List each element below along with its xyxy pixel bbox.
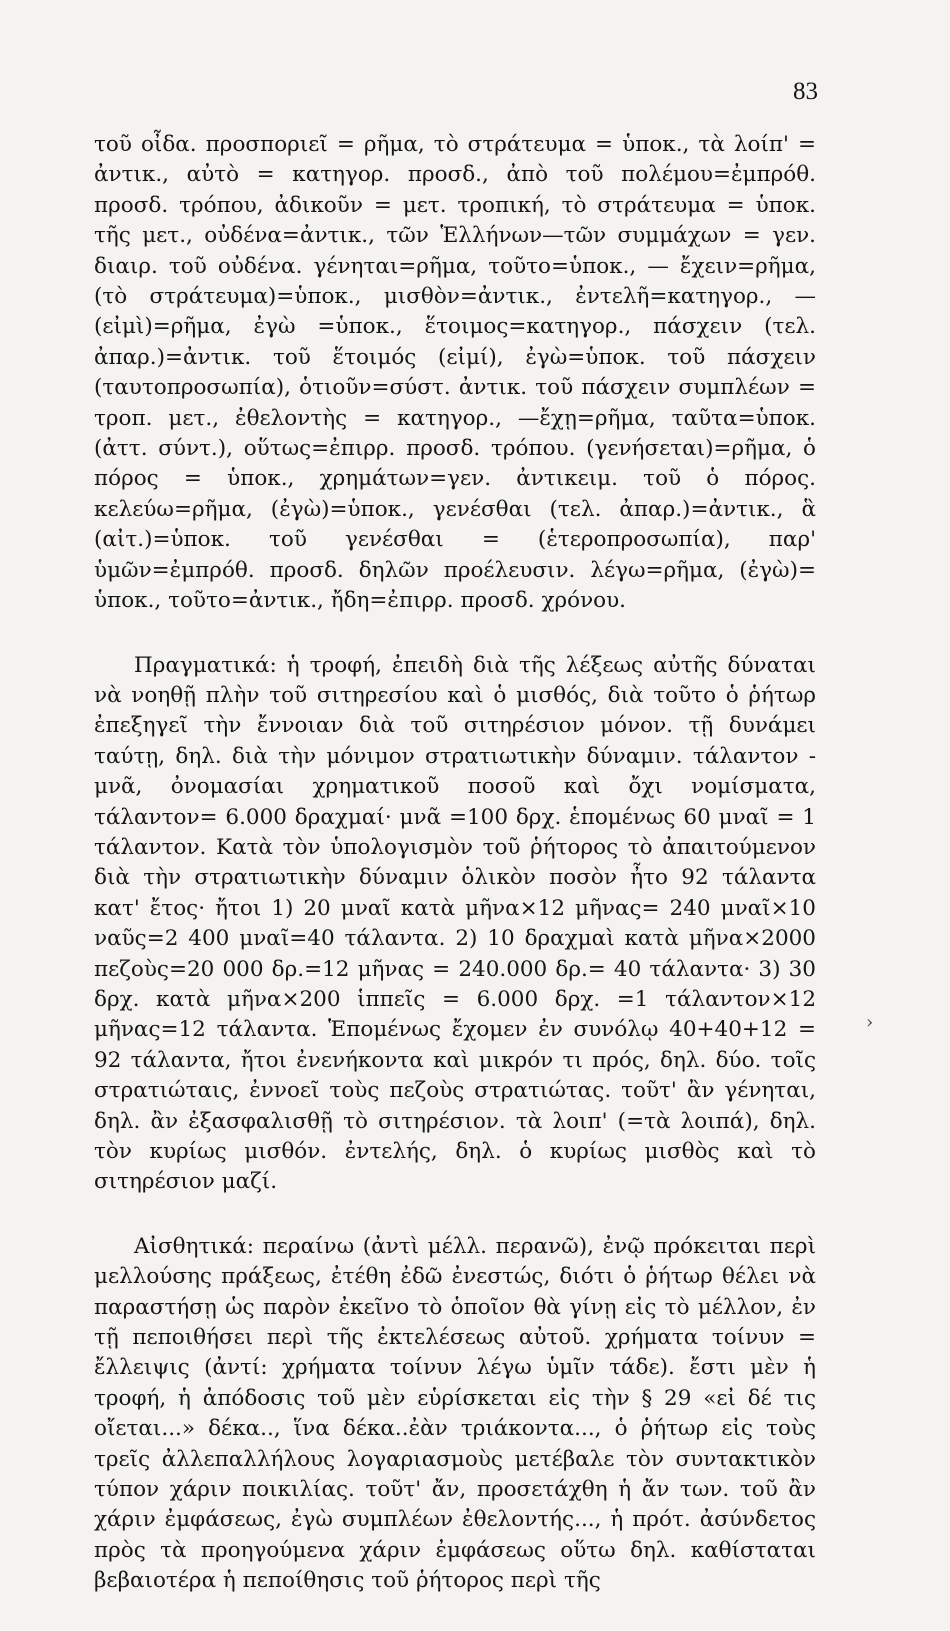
paragraph-syntax-analysis: τοῦ οἶδα. προσποριεῖ = ρῆμα, τὸ στράτευμα = ὑποκ., τὰ λοίπ' = ἀντικ., αὐτὸ = κατηγορ. προσδ., ἀπὸ τοῦ πολέμου=ἐμπρόθ. προσδ. τρόπου, ἀδικοῦν = μετ. τροπική, τὸ στράτευμα = ὑποκ. τῆς μετ., οὐδένα=ἀντικ., τῶν Ἑλλήνων—τῶν συμμάχων = γεν. διαιρ. τοῦ οὐδένα. γένηται=ρῆμα, τοῦτο=ὑποκ., — ἔχειν=ρῆμα, (τὸ στράτευμα)=ὑποκ., μισθὸν=ἀντικ., ἐντελῆ=κατηγορ., —(εἰμὶ)=ρῆμα, ἐγὼ =ὑποκ., ἕτοιμος=κατηγορ., πάσχειν (τελ. ἀπαρ.)=ἀντικ. τοῦ ἕτοιμός (εἰμί), ἐγὼ=ὑποκ. τοῦ πάσχειν (ταυτοπροσωπία), ὁτιοῦν=σύστ. ἀντικ. τοῦ πάσχειν συμπλέων = τροπ. μετ., ἐθελοντὴς = κατηγορ., —ἔχῃ=ρῆμα, ταῦτα=ὑποκ. (ἀττ. σύντ.), οὕτως=ἐπιρρ. προσδ. τρόπου. (γενήσεται)=ρῆμα, ὁ πόρος = ὑποκ., χρημάτων=γεν. ἀντικειμ. τοῦ ὁ πόρος. κελεύω=ρῆμα, (ἐγὼ)=ὑποκ., γενέσθαι (τελ. ἀπαρ.)=ἀντικ., ἃ (αἰτ.)=ὑποκ. τοῦ γενέσθαι = (ἑτεροπροσωπία), παρ' ὑμῶν=ἐμπρόθ. προσδ. δηλῶν προέλευσιν. λέγω=ρῆμα, (ἐγὼ)= ὑποκ., τοῦτο=ἀντικ., ἤδη=ἐπιρρ. προσδ. χρόνου. (94, 132, 816, 614)
page-number: 83 (793, 78, 818, 105)
margin-mark: › (866, 1012, 874, 1033)
page-body (94, 130, 816, 1631)
paragraph-pragmatika: Πραγματικά: ἡ τροφή, ἐπειδὴ διὰ τῆς λέξεως αὐτῆς δύναται νὰ νοηθῇ πλὴν τοῦ σιτηρεσίου καὶ ὁ μισθός, διὰ τοῦτο ὁ ῥήτωρ ἐπεξηγεῖ τὴν ἔννοιαν διὰ τοῦ σιτηρέσιον μόνον. τῇ δυνάμει ταύτῃ, δηλ. διὰ τὴν μόνιμον στρατιωτικὴν δύναμιν. τάλαντον - μνᾶ, ὀνομασίαι χρηματικοῦ ποσοῦ καὶ ὄχι νομίσματα, τάλαντον= 6.000 δραχμαί· μνᾶ =100 δρχ. ἑπομένως 60 μναῖ = 1 τάλαντον. Κατὰ τὸν ὑπολογισμὸν τοῦ ῥήτορος τὸ ἀπαιτούμενον διὰ τὴν στρατιωτικὴν δύναμιν ὁλικὸν ποσὸν ἦτο 92 τάλαντα κατ' ἔτος· ἤτοι 1) 20 μναῖ κατὰ μῆνα×12 μῆνας= 240 μναῖ×10 ναῦς=2 400 μναῖ=40 τάλαντα. 2) 10 δραχμαὶ κατὰ μῆνα×2000 πεζοὺς=20 000 δρ.=12 μῆνας = 240.000 δρ.= 40 τάλαντα· 3) 30 δρχ. κατὰ μῆνα×200 ἱππεῖς = 6.000 δρχ. =1 τάλαντον×12 μῆνας=12 τάλαντα. Ἑπομένως ἔχομεν ἐν συνόλῳ 40+40+12 = 92 τάλαντα, ἤτοι ἐνενήκοντα καὶ μικρόν τι πρός, δηλ. δύο. τοῖς στρατιώταις, ἐννοεῖ τοὺς πεζοὺς στρατιώτας. τοῦτ' ἂν γένηται, δηλ. ἂν ἐξασφαλισθῇ τὸ σιτηρέσιον. τὰ λοιπ' (=τὰ λοιπά), δηλ. τὸν κυρίως μισθόν. ἐντελής, δηλ. ὁ κυρίως μισθὸς καὶ τὸ σιτηρέσιον μαζί. (94, 652, 816, 1195)
paragraph-aisthitika: Αἰσθητικά: περαίνω (ἀντὶ μέλλ. περανῶ), ἐνῷ πρόκειται περὶ μελλούσης πράξεως, ἐτέθη ἐδῶ ἐνεστώς, διότι ὁ ῥήτωρ θέλει νὰ παραστήσῃ ὡς παρὸν ἐκεῖνο τὸ ὁποῖον θὰ γίνῃ εἰς τὸ μέλλον, ἐν τῇ πεποιθήσει περὶ τῆς ἐκτελέσεως αὐτοῦ. χρήματα τοίνυν = ἔλλειψις (ἀντί: χρήματα τοίνυν λέγω ὑμῖν τάδε). ἔστι μὲν ἡ τροφή, ἡ ἀπόδοσις τοῦ μὲν εὑρίσκεται εἰς τὴν § 29 «εἰ δέ τις οἴεται...» δέκα.., ἵνα δέκα..ἐὰν τριάκοντα..., ὁ ῥήτωρ εἰς τοὺς τρεῖς ἀλλεπαλλήλους λογαριασμοὺς μετέβαλε τὸν συντακτικὸν τύπον χάριν ποικιλίας. τοῦτ' ἄν, προσετάχθη ἡ ἄν των. τοῦ ἂν χάριν ἐμφάσεως, ἐγὼ συμπλέων ἐθελοντής..., ἡ πρότ. ἀσύνδετος πρὸς τὰ προηγούμενα χάριν ἐμφάσεως οὕτω δηλ. καθίσταται βεβαιοτέρα ἡ πεποίθησις τοῦ ῥήτορος περὶ τῆς (94, 1233, 816, 1594)
